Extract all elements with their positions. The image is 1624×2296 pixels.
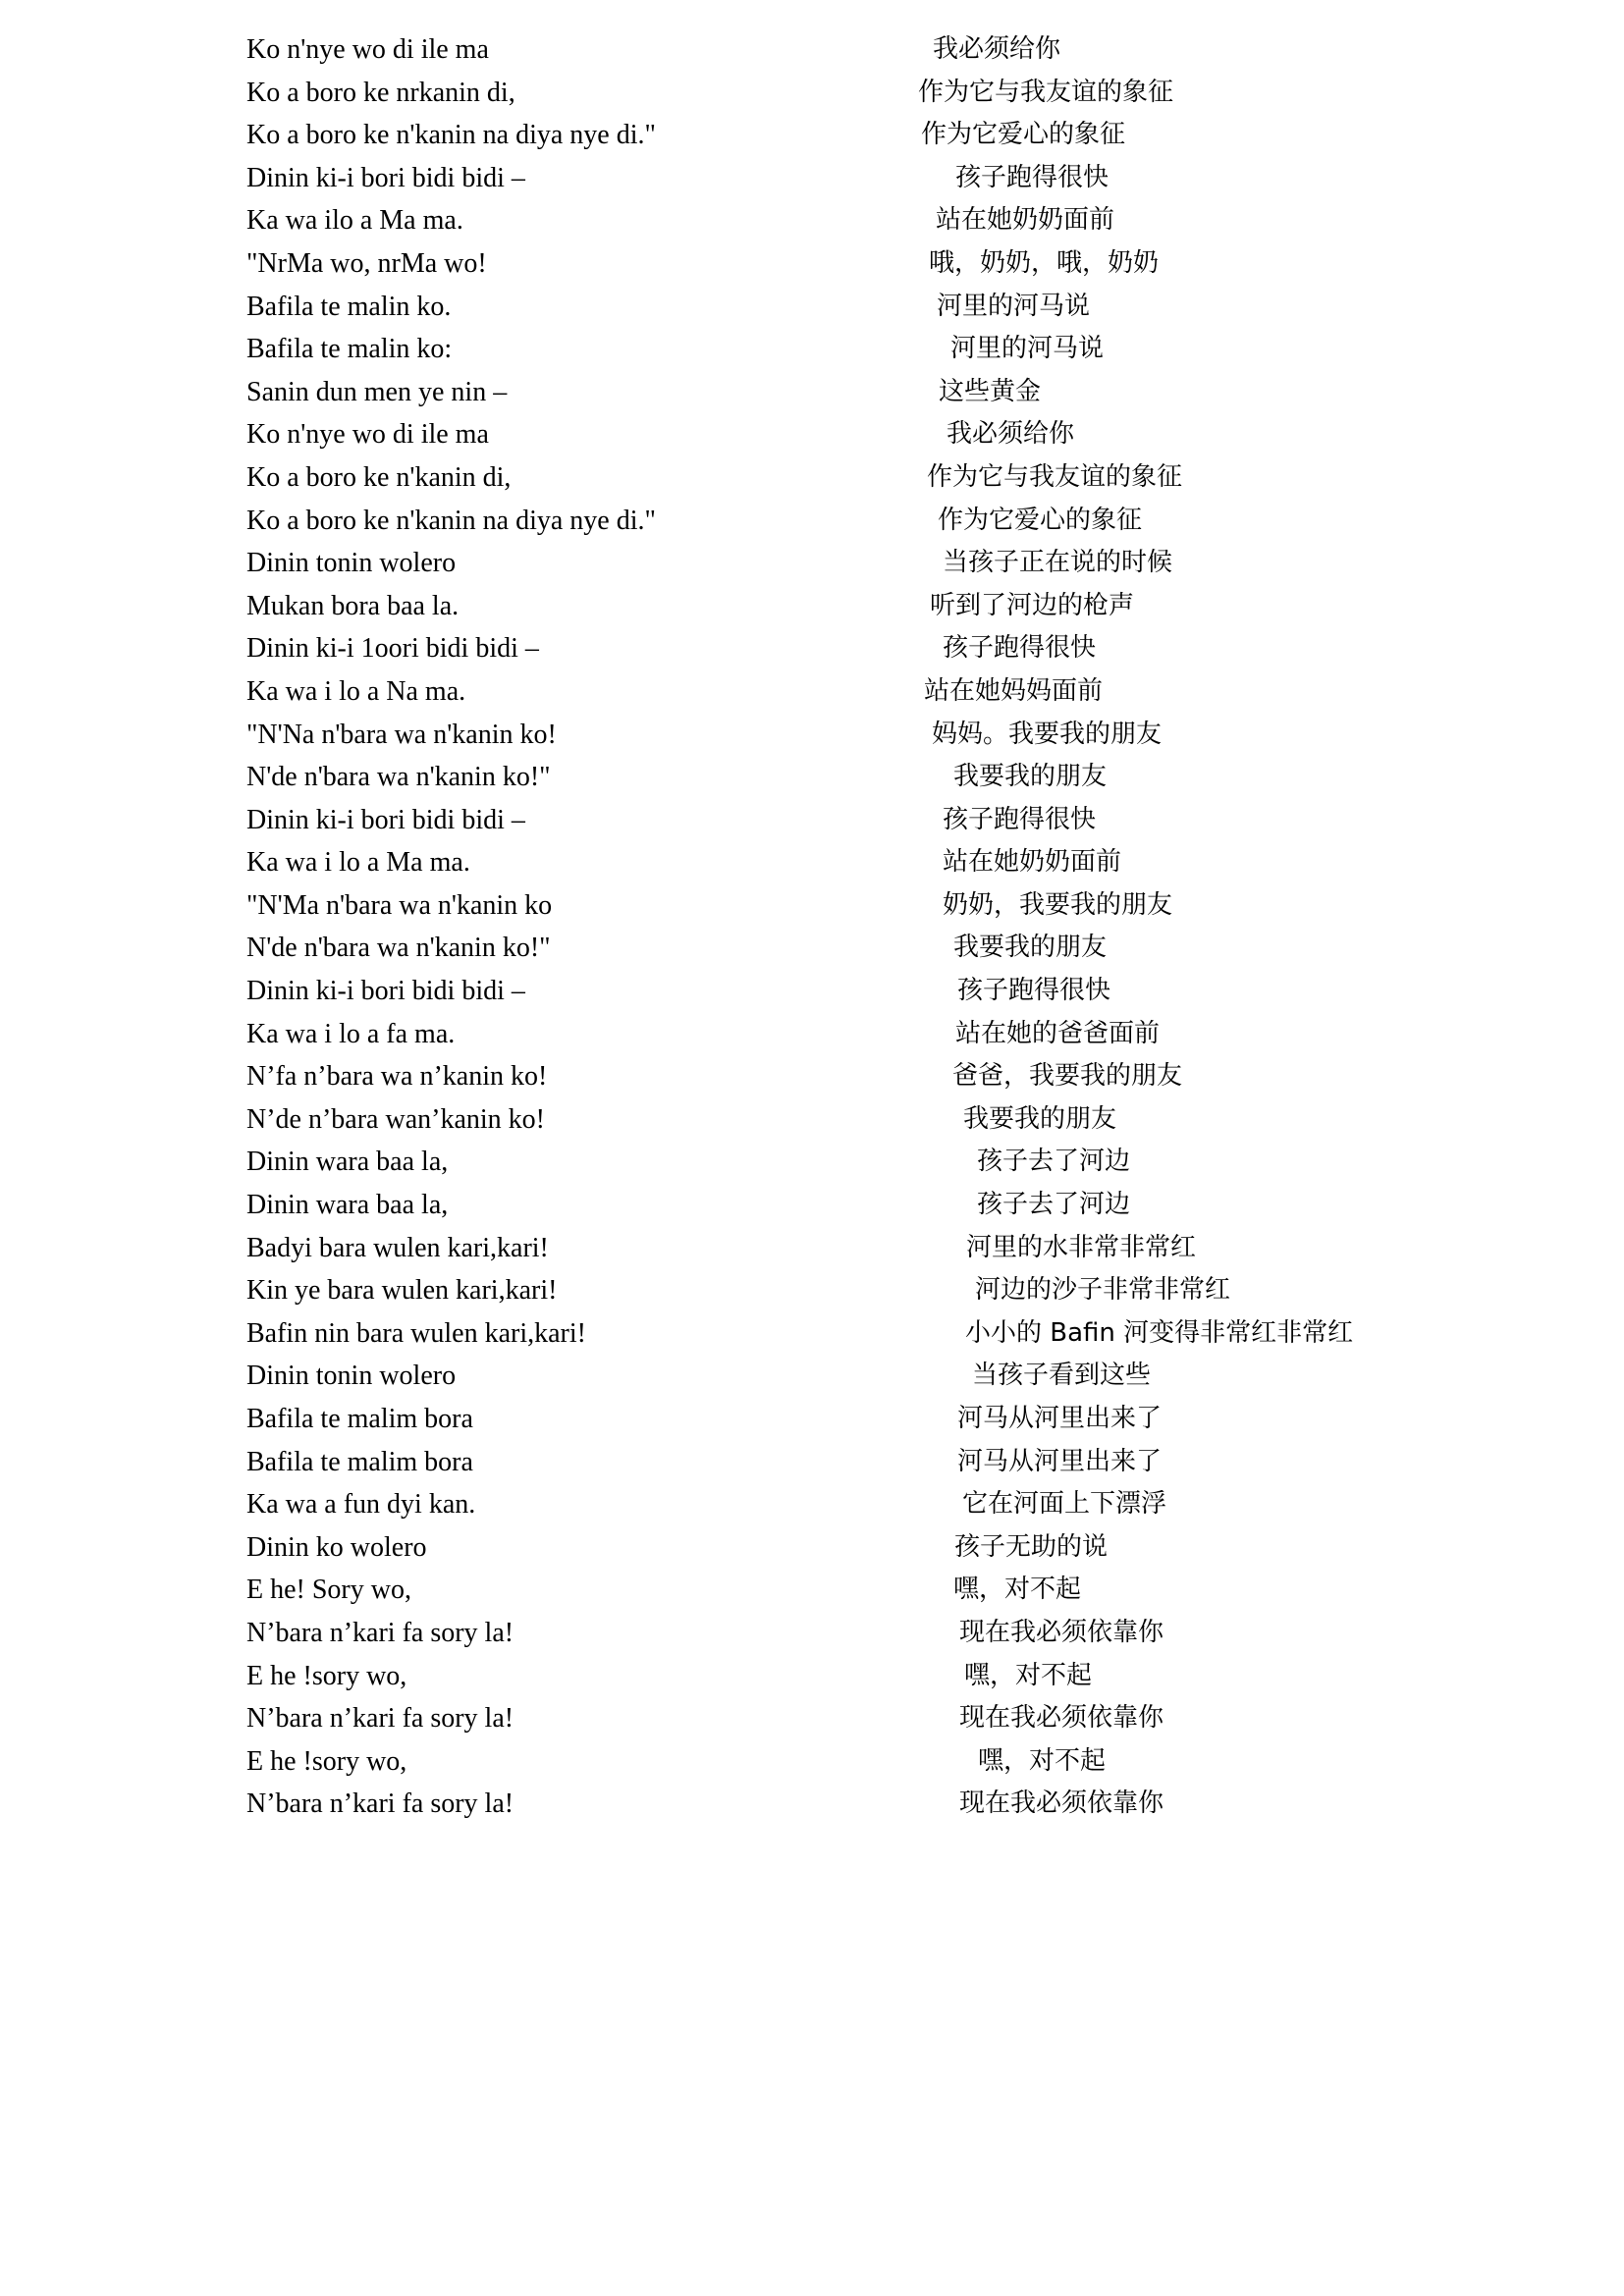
translation-text: 哦，奶奶，哦，奶奶 xyxy=(929,247,1160,278)
source-text: Ko a boro ke nrkanin di, xyxy=(246,77,515,108)
source-text: "NrMa wo, nrMa wo! xyxy=(246,247,487,279)
source-text: Sanin dun men ye nin – xyxy=(246,376,508,407)
source-text: Badyi bara wulen kari,kari! xyxy=(246,1232,549,1263)
source-text: N’bara n’kari fa sory la! xyxy=(246,1617,514,1648)
translation-text: 现在我必须依靠你 xyxy=(959,1617,1164,1647)
source-text: Dinin ki-i bori bidi bidi – xyxy=(246,162,525,193)
verse-line xyxy=(0,1569,1624,1612)
translation-text: 河里的河马说 xyxy=(937,291,1091,321)
translation-text: 站在她的爸爸面前 xyxy=(955,1018,1161,1048)
verse-line xyxy=(0,1227,1624,1270)
source-text: E he !sory wo, xyxy=(246,1660,407,1691)
verse-line xyxy=(0,1098,1624,1142)
translation-text: 现在我必须依靠你 xyxy=(959,1789,1164,1819)
verse-line xyxy=(0,756,1624,799)
source-text: E he !sory wo, xyxy=(246,1745,407,1777)
verse-line xyxy=(0,1740,1624,1784)
verse-line xyxy=(0,970,1624,1013)
verse-line xyxy=(0,500,1624,543)
verse-line xyxy=(0,1483,1624,1526)
source-text: E he! Sory wo, xyxy=(246,1575,411,1606)
source-text: Dinin ko wolero xyxy=(246,1531,427,1563)
source-text: N’bara n’kari fa sory la! xyxy=(246,1703,514,1735)
source-text: Ka wa a fun dyi kan. xyxy=(246,1489,476,1521)
translation-text: 孩子去了河边 xyxy=(977,1147,1131,1177)
translation-text: 河里的河马说 xyxy=(950,334,1105,364)
source-text: Ko a boro ke n'kanin na diya nye di." xyxy=(246,505,656,536)
verse-line xyxy=(0,714,1624,757)
source-text: Dinin tonin wolero xyxy=(246,548,457,579)
source-text: N’fa n’bara wa n’kanin ko! xyxy=(246,1061,548,1093)
verse-line xyxy=(0,286,1624,329)
source-text: Ka wa i lo a Na ma. xyxy=(246,675,466,707)
verse-line xyxy=(0,1055,1624,1098)
translation-text: 孩子去了河边 xyxy=(977,1190,1131,1220)
source-text: Kin ye bara wulen kari,kari! xyxy=(246,1275,558,1307)
translation-text: 它在河面上下漂浮 xyxy=(962,1489,1167,1520)
verse-line xyxy=(0,627,1624,670)
source-text: Bafila te malin ko: xyxy=(246,334,453,365)
verse-line xyxy=(0,114,1624,157)
source-text: Bafin nin bara wulen kari,kari! xyxy=(246,1317,586,1349)
translation-text: 小小的 Bafin 河变得非常红非常红 xyxy=(965,1317,1354,1348)
verse-line xyxy=(0,157,1624,200)
verse-line xyxy=(0,1655,1624,1698)
verse-line xyxy=(0,1312,1624,1356)
verse-line xyxy=(0,841,1624,884)
translation-text: 孩子跑得很快 xyxy=(943,633,1097,664)
translation-text: 现在我必须依靠你 xyxy=(959,1703,1164,1734)
source-text: Dinin wara baa la, xyxy=(246,1190,449,1221)
translation-text: 孩子跑得很快 xyxy=(943,804,1097,834)
translation-text: 河马从河里出来了 xyxy=(957,1446,1163,1476)
translation-text: 孩子跑得很快 xyxy=(955,162,1110,192)
verse-line xyxy=(0,1013,1624,1056)
verse-line xyxy=(0,585,1624,628)
source-text: Dinin ki-i bori bidi bidi – xyxy=(246,976,525,1007)
translation-text: 当孩子正在说的时候 xyxy=(943,548,1173,578)
verse-line xyxy=(0,413,1624,456)
verse-line xyxy=(0,1783,1624,1826)
translation-text: 妈妈。我要我的朋友 xyxy=(932,719,1163,749)
verse-line xyxy=(0,1184,1624,1227)
translation-text: 嘿，对不起 xyxy=(978,1745,1107,1776)
translation-text: 嘿，对不起 xyxy=(953,1575,1082,1605)
translation-text: 我必须给你 xyxy=(947,419,1075,450)
translation-text: 河马从河里出来了 xyxy=(957,1404,1163,1433)
translation-text: 作为它爱心的象征 xyxy=(921,120,1126,150)
source-text: Ka wa i lo a Ma ma. xyxy=(246,847,470,879)
source-text: Ko a boro ke n'kanin di, xyxy=(246,461,512,493)
translation-text: 孩子无助的说 xyxy=(954,1531,1109,1562)
verse-line xyxy=(0,28,1624,72)
source-text: Dinin ki-i 1oori bidi bidi – xyxy=(246,633,539,665)
verse-line xyxy=(0,1526,1624,1570)
source-text: Bafila te malin ko. xyxy=(246,291,452,322)
translation-text: 河边的沙子非常非常红 xyxy=(975,1275,1231,1306)
verse-line xyxy=(0,1269,1624,1312)
translation-text: 爸爸，我要我的朋友 xyxy=(952,1061,1183,1092)
translation-text: 站在她奶奶面前 xyxy=(936,205,1115,236)
source-text: Ko n'nye wo di ile ma xyxy=(246,34,489,65)
source-text: "N'Ma n'bara wa n'kanin ko xyxy=(246,889,553,921)
translation-text: 我必须给你 xyxy=(933,34,1061,64)
translation-text: 我要我的朋友 xyxy=(953,762,1108,792)
source-text: "N'Na n'bara wa n'kanin ko! xyxy=(246,719,557,750)
translation-text: 站在她奶奶面前 xyxy=(943,847,1122,878)
translation-text: 作为它与我友谊的象征 xyxy=(918,77,1174,107)
verse-line xyxy=(0,1612,1624,1655)
translation-text: 听到了河边的枪声 xyxy=(930,590,1135,620)
source-text: Dinin wara baa la, xyxy=(246,1147,449,1178)
source-text: N’bara n’kari fa sory la! xyxy=(246,1789,514,1820)
source-text: Ko a boro ke n'kanin na diya nye di." xyxy=(246,120,656,151)
translation-text: 作为它爱心的象征 xyxy=(938,505,1143,535)
verse-line xyxy=(0,670,1624,714)
verse-list xyxy=(0,28,1624,1826)
translation-text: 我要我的朋友 xyxy=(963,1103,1117,1134)
translation-text: 我要我的朋友 xyxy=(953,933,1108,963)
source-text: Dinin tonin wolero xyxy=(246,1361,457,1392)
verse-line xyxy=(0,199,1624,242)
source-text: N’de n’bara wan’kanin ko! xyxy=(246,1103,545,1135)
source-text: Ko n'nye wo di ile ma xyxy=(246,419,489,451)
verse-line xyxy=(0,542,1624,585)
verse-line xyxy=(0,1355,1624,1398)
translation-text: 站在她妈妈面前 xyxy=(924,675,1104,706)
translation-text: 孩子跑得很快 xyxy=(957,976,1111,1006)
verse-line xyxy=(0,1141,1624,1184)
source-text: Ka wa i lo a fa ma. xyxy=(246,1018,456,1049)
source-text: Mukan bora baa la. xyxy=(246,590,460,621)
source-text: N'de n'bara wa n'kanin ko!" xyxy=(246,762,551,793)
verse-line xyxy=(0,927,1624,970)
verse-line xyxy=(0,884,1624,928)
verse-line xyxy=(0,1398,1624,1441)
source-text: Ka wa ilo a Ma ma. xyxy=(246,205,463,237)
verse-line xyxy=(0,72,1624,115)
translation-text: 当孩子看到这些 xyxy=(972,1361,1152,1391)
verse-line xyxy=(0,456,1624,500)
translation-text: 嘿，对不起 xyxy=(964,1660,1093,1690)
source-text: Bafila te malim bora xyxy=(246,1446,473,1477)
source-text: N'de n'bara wa n'kanin ko!" xyxy=(246,933,551,964)
translation-text: 这些黄金 xyxy=(939,376,1042,406)
translation-text: 河里的水非常非常红 xyxy=(966,1232,1197,1262)
translation-text: 作为它与我友谊的象征 xyxy=(927,461,1183,492)
verse-line xyxy=(0,1697,1624,1740)
verse-line xyxy=(0,799,1624,842)
source-text: Dinin ki-i bori bidi bidi – xyxy=(246,804,525,835)
verse-line xyxy=(0,1441,1624,1484)
source-text: Bafila te malim bora xyxy=(246,1404,473,1434)
verse-line xyxy=(0,328,1624,371)
verse-line xyxy=(0,371,1624,414)
translation-text: 奶奶，我要我的朋友 xyxy=(943,889,1173,920)
verse-line xyxy=(0,242,1624,286)
